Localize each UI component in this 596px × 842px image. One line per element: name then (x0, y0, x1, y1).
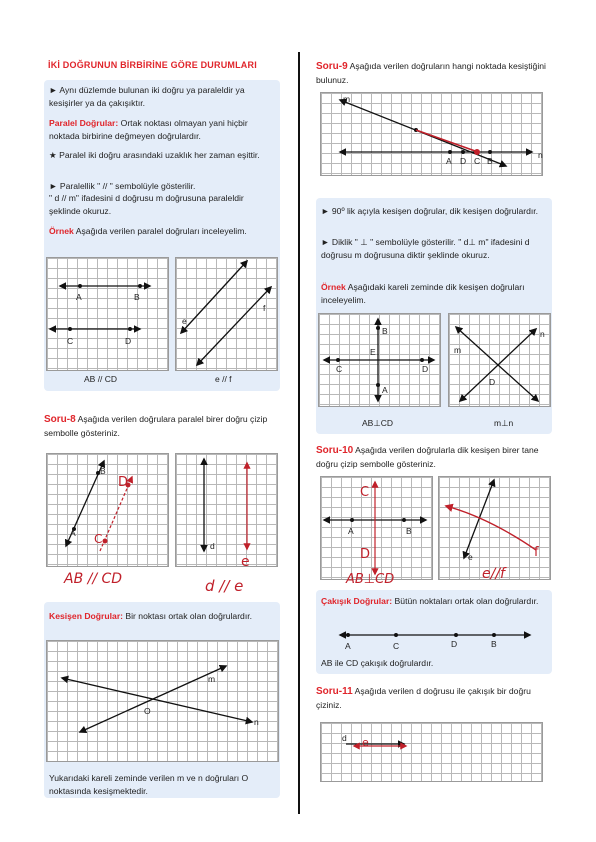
q9-text: Aşağıda verilen doğruların hangi noktada kesiştiğini bulunuz. (316, 61, 546, 85)
label-a: A (76, 292, 82, 302)
question-9 (316, 60, 556, 86)
q11-text: Aşağıda verilen d doğrusu ile çakışık bir doğru çiziniz. (316, 686, 531, 710)
section-title: İKİ DOĞRUNUN BİRBİRİNE GÖRE DURUMLARI (48, 60, 257, 70)
coincident-caption: AB ile CD çakışık doğrulardır. (321, 658, 434, 668)
hw-label-e-q11: e (362, 736, 369, 749)
hw-answer-q10-1: AB⊥CD (346, 572, 395, 587)
line-m (80, 666, 226, 732)
example-text: Aşağıda verilen paralel doğruları inceleyelim. (73, 226, 247, 236)
hw-label-d: D (118, 475, 129, 490)
figure-coincident (316, 628, 552, 654)
label-e: e (182, 316, 187, 326)
label-a-coinc: A (345, 641, 351, 651)
label-b-q8: B (100, 466, 106, 476)
perp-example (321, 281, 547, 306)
label-d-q9: D (460, 156, 467, 166)
example-parallel (49, 225, 275, 238)
label-d-q11: d (342, 733, 347, 743)
perp-example-text: Aşağıdaki kareli zeminde dik kesişen doğruları inceleyelim. (321, 282, 525, 305)
label-o: O (144, 706, 151, 716)
line-e-q10 (464, 480, 494, 558)
label-n-perp: n (540, 329, 545, 339)
parallel-note-3: " d // m" ifadesini d doğrusu m doğrusuna paraleldir şeklinde okuruz. (49, 193, 244, 216)
label-d-coinc: D (451, 639, 458, 649)
parallel-def-text: Ortak noktası olmayan yani hiçbir noktada birbirine değmeyen doğrulardır. (49, 118, 248, 141)
intersecting-heading: Kesişen Doğrular: (49, 611, 124, 621)
line-n-perp (460, 329, 536, 401)
label-a-q8: A (70, 528, 76, 538)
parallel-note-2: ► Paralellik " // " sembolüyle gösterilir. (49, 181, 196, 191)
label-c: C (67, 336, 74, 346)
label-a-perp: A (382, 385, 388, 395)
intro-text: ► Aynı düzlemde bulunan iki doğru ya paraleldir ya kesişirler ya da çakışıktır. (49, 85, 245, 108)
intersecting-def-text: Bir noktası ortak olan doğrulardır. (123, 611, 253, 621)
question-11 (316, 685, 556, 711)
label-d: D (125, 336, 132, 346)
caption-ab-perp-cd: AB⊥CD (362, 418, 394, 428)
coincident-def-text: Bütün noktaları ortak olan doğrulardır. (392, 596, 539, 606)
figure-q8-1 (46, 453, 168, 593)
hw-label-c: C (94, 532, 103, 546)
label-d-q8: d (210, 541, 215, 551)
label-c-perp: C (336, 364, 343, 374)
q10-text: Aşağıda verilen doğrularla dik kesişen birer tane doğru çizip sembolle gösteriniz. (316, 445, 539, 469)
perp-text-2: ► Diklik " ⊥ " sembolüyle gösterilir. " d⊥ m" ifadesini d doğrusu m doğrusuna diktir şeklinde okuruz. (321, 237, 530, 260)
figure-intersecting (46, 640, 278, 762)
q8-heading: Soru-8 (44, 414, 76, 425)
hw-label-c-q10: C (360, 485, 370, 500)
label-b: B (134, 292, 140, 302)
column-divider (298, 52, 300, 814)
label-m-q9: m (343, 94, 351, 104)
figure-perp-m-n (448, 313, 550, 433)
figure-parallel-e-f (175, 257, 277, 387)
point-a (78, 284, 82, 288)
label-b-perp: B (382, 326, 388, 336)
label-m: m (208, 674, 216, 684)
perp-example-heading: Örnek (321, 282, 346, 292)
figure-q10-1 (320, 476, 432, 586)
hw-answer-q10-2: e//f (482, 566, 505, 582)
caption-m-perp-n: m⊥n (494, 418, 514, 428)
parallel-note-1: ★ Paralel iki doğru arasındaki uzaklık her zaman eşittir. (49, 150, 260, 160)
parallel-definition (49, 117, 275, 142)
hw-label-e: e (241, 554, 250, 570)
label-c-q9: C (474, 156, 481, 166)
point-c (68, 327, 72, 331)
question-10 (316, 444, 556, 470)
hw-answer-q8-1: AB // CD (64, 571, 123, 587)
intersecting-definition (49, 610, 269, 623)
label-f: f (263, 303, 266, 313)
point-b (138, 284, 142, 288)
label-m-perp: m (454, 345, 462, 355)
caption-e-f: e // f (215, 374, 232, 384)
figure-q8-2 (175, 453, 277, 593)
figure-q10-2 (438, 476, 550, 586)
label-b-q9: B (487, 156, 493, 166)
label-e-perp: E (370, 347, 376, 357)
hw-label-d-q10: D (360, 547, 371, 562)
hw-label-f: f (534, 545, 539, 560)
hw-line-f (446, 506, 536, 550)
label-c-coinc: C (393, 641, 400, 651)
label-a-q10: A (348, 526, 354, 536)
figure-perp-ab-cd (318, 313, 440, 433)
label-d-perp2: D (489, 377, 496, 387)
perp-text-1: ► 90º lik açıyla kesişen doğrular, dik kesişen doğrulardır. (321, 206, 539, 216)
q8-text: Aşağıda verilen doğrulara paralel birer doğru çizip sembolle gösteriniz. (44, 414, 268, 438)
label-d-perp: D (422, 364, 429, 374)
question-8 (44, 413, 284, 439)
figure-parallel-ab-cd (46, 257, 168, 387)
q10-heading: Soru-10 (316, 445, 354, 456)
label-b-q10: B (406, 526, 412, 536)
label-a-q9: A (446, 156, 452, 166)
line-f (197, 287, 271, 365)
figure-q9 (320, 92, 542, 176)
coincident-definition (321, 595, 547, 608)
parallel-heading: Paralel Doğrular: (49, 118, 119, 128)
hw-answer-q8-2: d // e (205, 577, 244, 595)
example-heading: Örnek (49, 226, 74, 236)
figure-q11 (320, 722, 542, 782)
caption-ab-cd: AB // CD (84, 374, 118, 384)
point-d (128, 327, 132, 331)
label-n: n (254, 717, 259, 727)
line-n (62, 678, 252, 722)
label-b-coinc: B (491, 639, 497, 649)
intersecting-caption: Yukarıdaki kareli zeminde verilen m ve n doğruları O noktasında kesişmektedir. (49, 773, 249, 796)
q9-heading: Soru-9 (316, 61, 348, 72)
coincident-heading: Çakışık Doğrular: (321, 596, 393, 606)
label-e-q10: e (468, 552, 473, 562)
hw-extension-m (416, 130, 478, 152)
label-n-q9: n (538, 150, 543, 160)
q11-heading: Soru-11 (316, 686, 353, 697)
